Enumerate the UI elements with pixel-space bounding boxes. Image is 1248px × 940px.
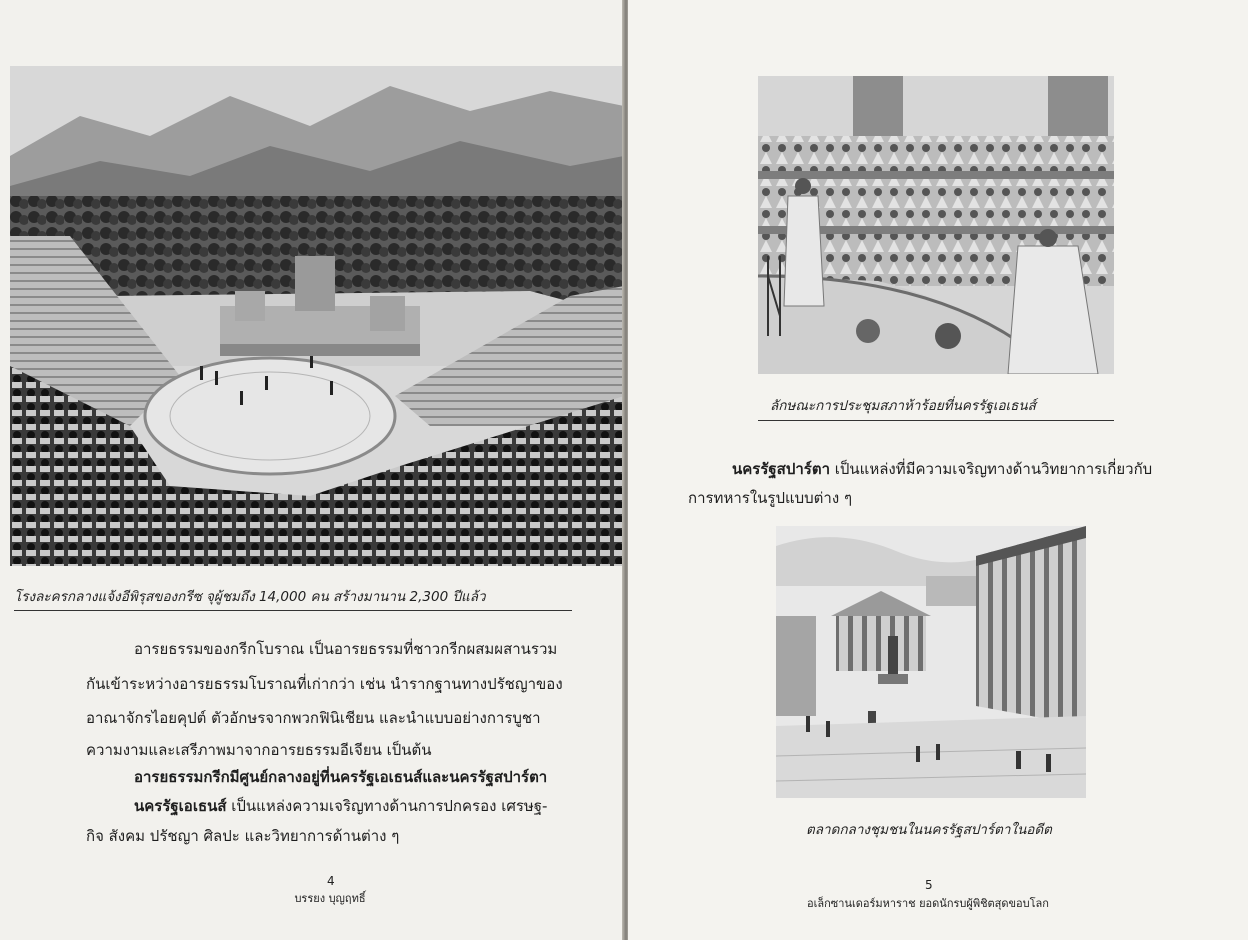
athens-term: นครรัฐเอเธนส์ (134, 797, 227, 815)
paragraph-line: ความงามและเสรีภาพมาจากอารยธรรมอีเจียน เป็นต้น (86, 741, 432, 759)
page-number-right: 5 (925, 878, 933, 892)
page-number-left: 4 (327, 874, 335, 888)
sparta-text: เป็นแหล่งที่มีความเจริญทางด้านวิทยาการเกี่ยวกับ (830, 460, 1153, 478)
senate-illustration (758, 76, 1114, 374)
athens-line2: กิจ สังคม ปรัชญา ศิลปะ และวิทยาการด้านต่าง ๆ (86, 827, 400, 845)
athens-paragraph (134, 792, 547, 820)
right-footer: อเล็กซานเดอร์มหาราช ยอดนักรบผู้พิชิตสุดขอบโลก (807, 897, 1049, 910)
market-illustration (776, 526, 1086, 798)
caption-rule (14, 610, 572, 611)
paragraph-line: อาณาจักรไอยคุปต์ ตัวอักษรจากพวกฟินิเชียน และนำแบบอย่างการบูชา (86, 709, 541, 727)
section-heading: อารยธรรมกรีกมีศูนย์กลางอยู่ที่นครรัฐเอเธนส์และนครรัฐสปาร์ตา (134, 768, 548, 786)
paragraph-line: อารยธรรมของกรีกโบราณ เป็นอารยธรรมที่ชาวกรีกผสมผสานรวม (134, 640, 558, 658)
senate-caption: ลักษณะการประชุมสภาห้าร้อยที่นครรัฐเอเธนส์ (770, 398, 1036, 414)
left-footer: บรรยง บุญฤทธิ์ (294, 892, 366, 905)
paragraph-line: กันเข้าระหว่างอารยธรรมโบราณที่เก่ากว่า เช่น นำรากฐานทางปรัชญาของ (86, 675, 563, 693)
caption-rule (758, 420, 1114, 421)
sparta-term: นครรัฐสปาร์ตา (732, 460, 830, 478)
sparta-paragraph (732, 455, 1152, 483)
theatre-caption: โรงละครกลางแจ้งอีพิรุสของกรีซ จุผู้ชมถึง 14,000 คน สร้างมานาน 2,300 ปีแล้ว (14, 589, 486, 605)
right-page (628, 0, 1248, 940)
market-caption: ตลาดกลางชุมชนในนครรัฐสปาร์ตาในอดีต (806, 822, 1052, 838)
theatre-illustration (10, 66, 624, 566)
sparta-line2: การทหารในรูปแบบต่าง ๆ (688, 489, 852, 507)
athens-text: เป็นแหล่งความเจริญทางด้านการปกครอง เศรษฐ- (226, 797, 548, 815)
